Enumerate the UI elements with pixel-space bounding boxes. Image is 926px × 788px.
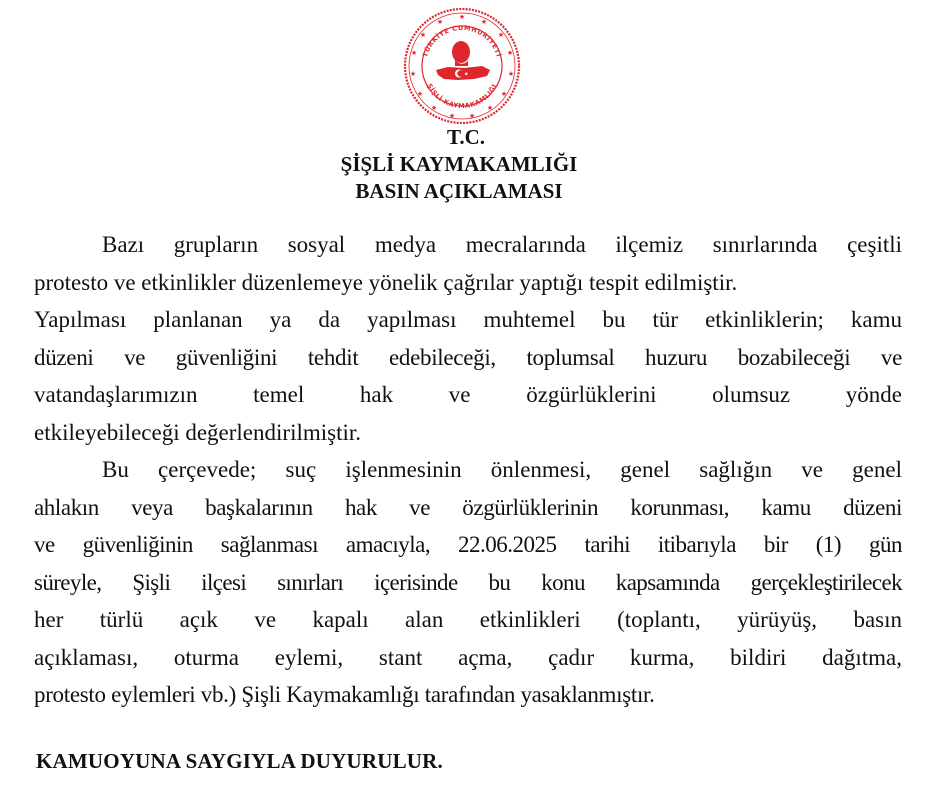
svg-text:★: ★ [464, 71, 469, 78]
svg-text:★: ★ [409, 70, 417, 78]
paragraph-line: Bazı grupların sosyal medya mecralarında ilçemiz sınırlarında çeşitli [102, 232, 902, 257]
paragraph-2 [34, 451, 902, 714]
header-tc: T.C. [446, 125, 486, 149]
paragraph-line: protesto ve etkinlikler düzenlemeye yönelik çağrılar yaptığı tespit edilmiştir. [34, 269, 738, 295]
svg-text:★: ★ [480, 18, 488, 26]
svg-text:★: ★ [497, 31, 505, 39]
paragraph-line: Bu çerçevede; suç işlenmesinin önlenmesi, genel sağlığın ve genel [102, 457, 902, 482]
svg-text:★: ★ [500, 90, 508, 98]
paragraph-line: süreyle, Şişli ilçesi sınırları içerisinde bu konu kapsamında gerçekleştirilecek [34, 569, 902, 595]
svg-text:★: ★ [468, 112, 476, 120]
svg-text:★: ★ [506, 49, 514, 57]
closing-statement: KAMUOYUNA SAYGIYLA DUYURULUR. [36, 749, 443, 773]
paragraph-1 [34, 226, 902, 451]
document-header [0, 124, 926, 205]
header-document-type: BASIN AÇIKLAMASI [355, 179, 563, 203]
paragraph-line: etkileyebileceği değerlendirilmiştir. [34, 419, 361, 445]
svg-text:ŞİŞLİ KAYMAKAMLIĞI: ŞİŞLİ KAYMAKAMLIĞI [425, 82, 499, 111]
paragraph-line: ahlakın veya başkalarının hak ve özgürlüklerinin korunması, kamu düzeni [34, 494, 902, 520]
svg-text:★: ★ [458, 13, 466, 21]
svg-text:★: ★ [410, 49, 418, 57]
paragraph-line: vatandaşlarımızın temel hak ve özgürlüklerini olumsuz yönde [34, 382, 902, 407]
header-institution: ŞİŞLİ KAYMAKAMLIĞI [340, 152, 578, 176]
paragraph-line: her türlü açık ve kapalı alan etkinlikleri (toplantı, yürüyüş, basın [34, 607, 902, 632]
paragraph-line: protesto eylemleri vb.) Şişli Kaymakamlığı tarafından yasaklanmıştır. [34, 682, 655, 707]
svg-text:★: ★ [436, 18, 444, 26]
paragraph-line: düzeni ve güvenliğini tehdit edebileceği, toplumsal huzuru bozabileceği ve [34, 344, 902, 370]
svg-text:★: ★ [419, 31, 427, 39]
svg-text:★: ★ [507, 70, 515, 78]
svg-text:TÜRKİYE CUMHURİYETİ: TÜRKİYE CUMHURİYETİ [421, 23, 503, 59]
document-body [34, 226, 902, 714]
svg-text:★: ★ [448, 112, 456, 120]
seal-emblem-icon [398, 4, 526, 126]
paragraph-line: Yapılması planlanan ya da yapılması muhtemel bu tür etkinliklerin; kamu [34, 307, 902, 332]
svg-text:★: ★ [430, 104, 438, 112]
svg-text:★: ★ [486, 104, 494, 112]
paragraph-line: ve güvenliğinin sağlanması amacıyla, 22.06.2025 tarihi itibarıyla bir (1) gün [34, 532, 902, 557]
svg-text:★: ★ [416, 90, 424, 98]
paragraph-line: açıklaması, oturma eylemi, stant açma, çadır kurma, bildiri dağıtma, [34, 644, 902, 670]
